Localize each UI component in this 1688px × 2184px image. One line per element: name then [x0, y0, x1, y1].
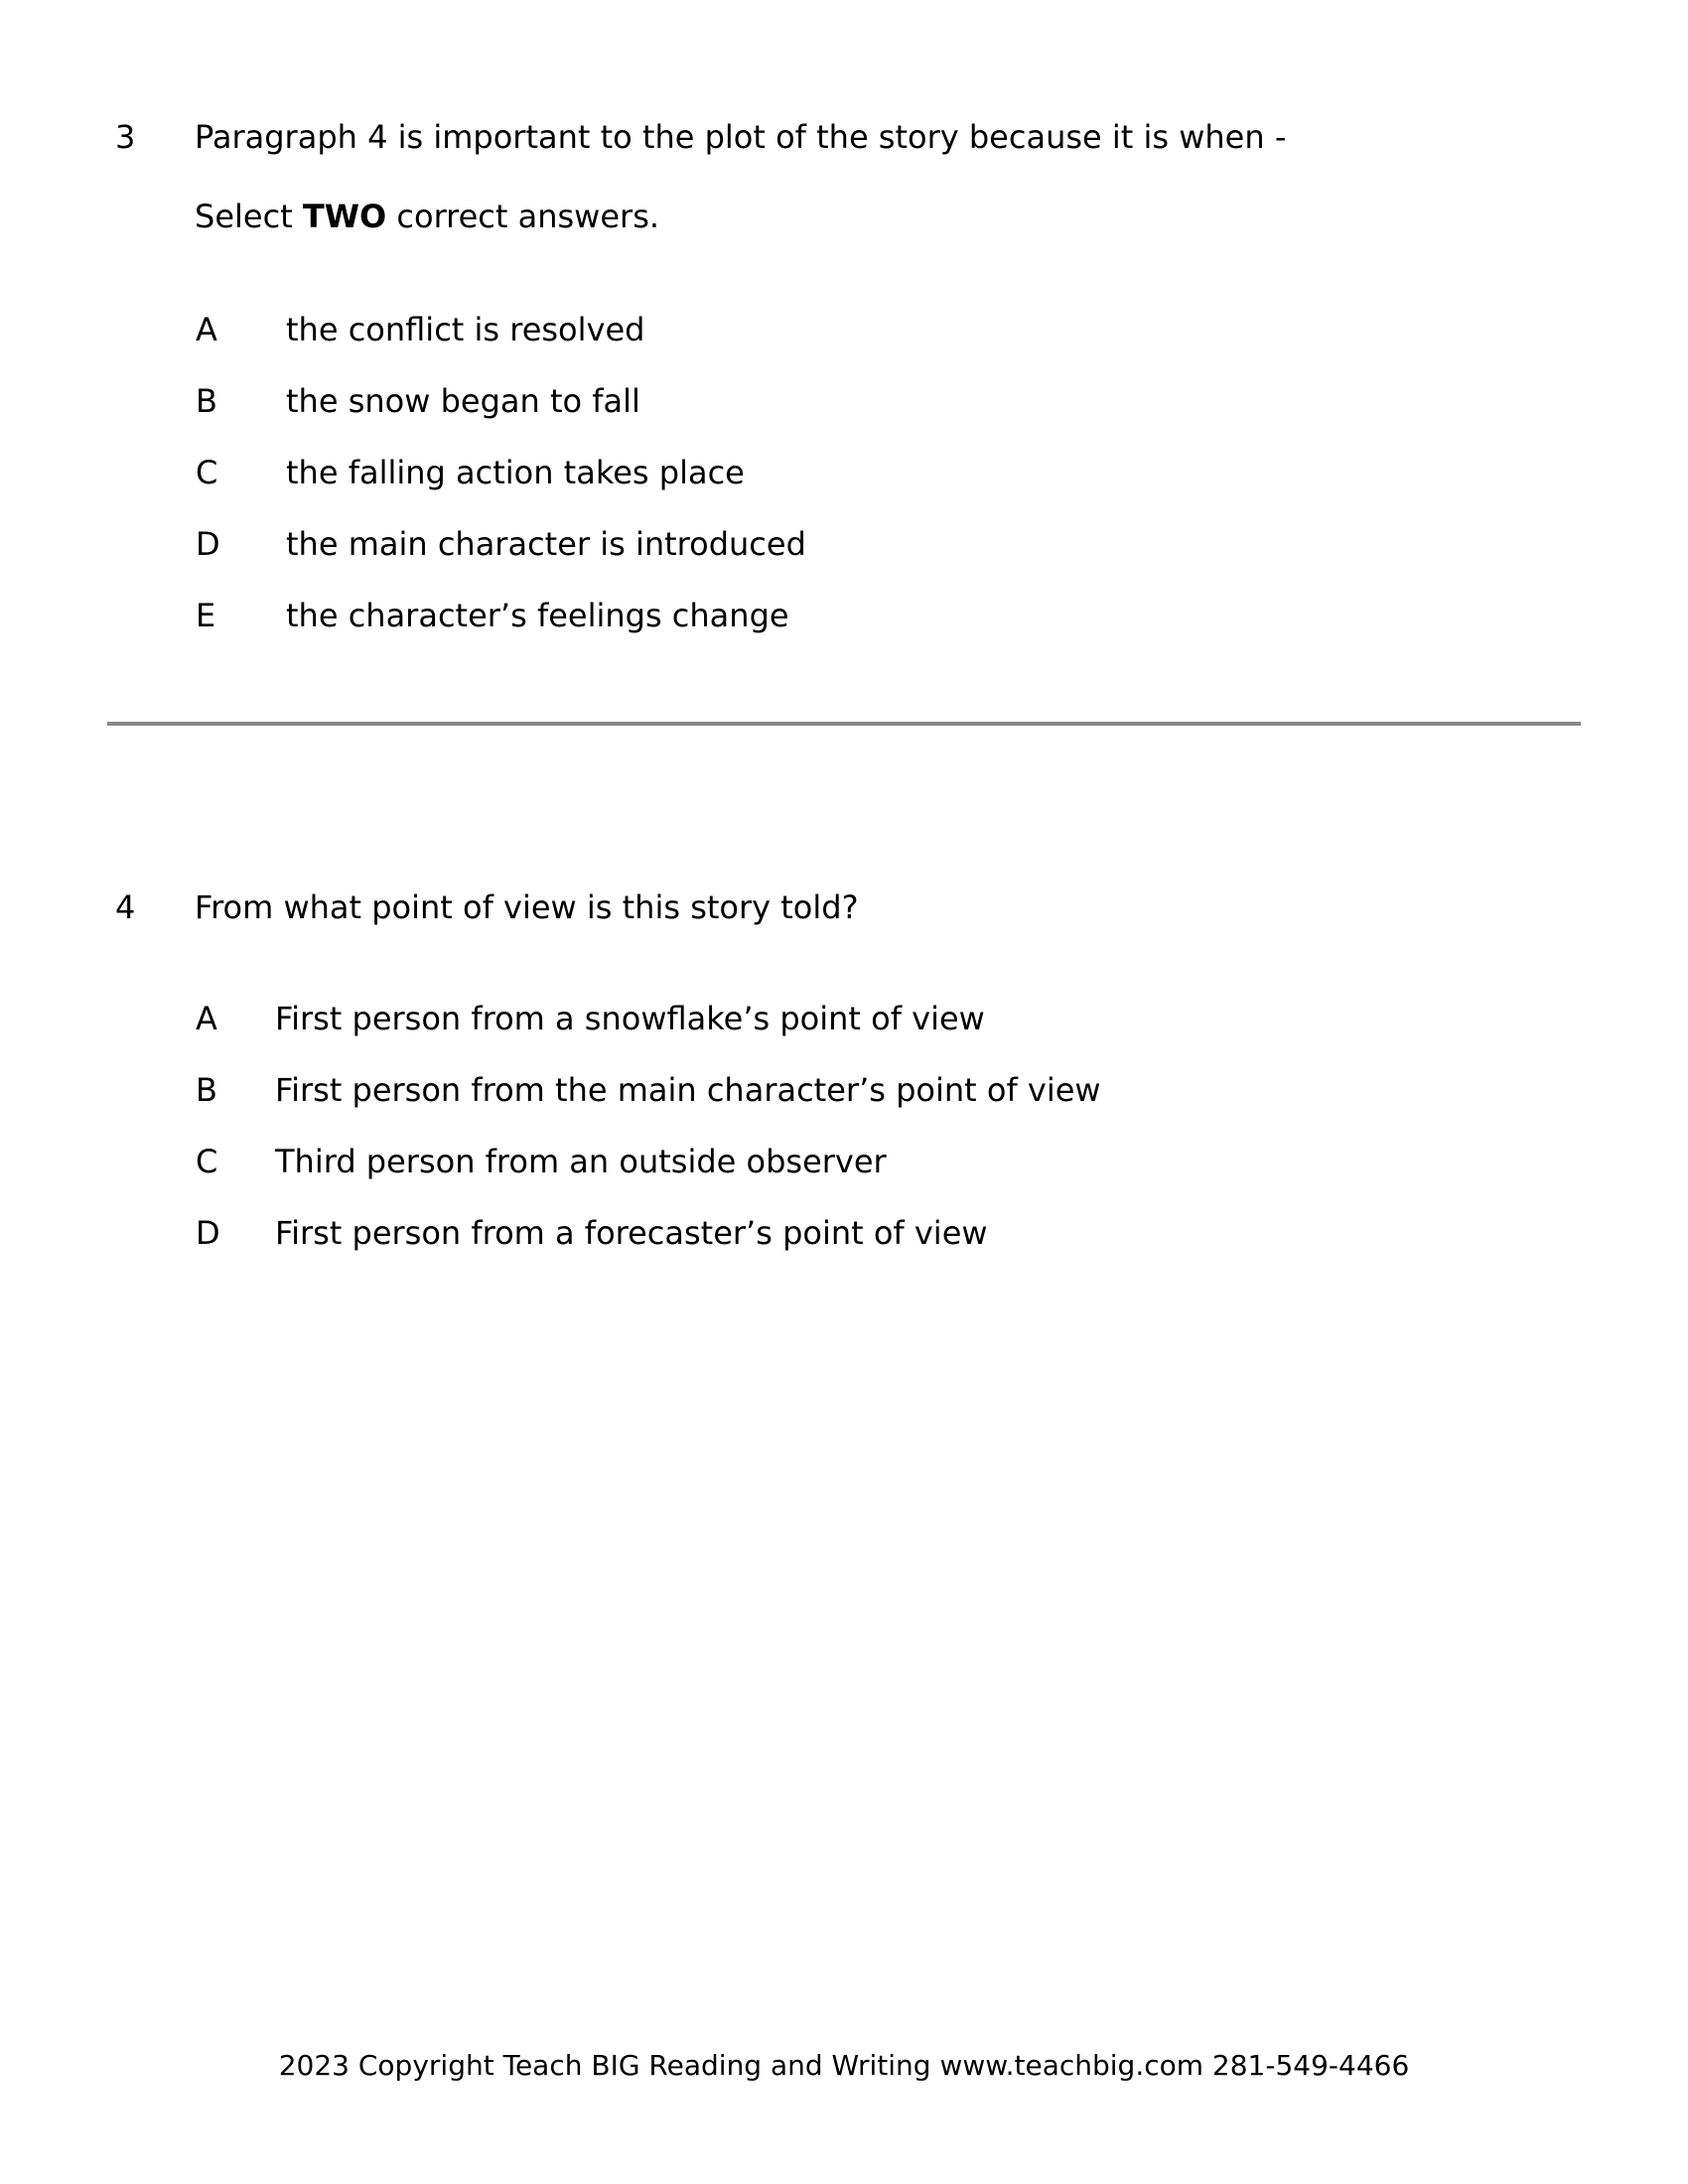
- option-letter: E: [196, 597, 216, 634]
- option-text: the main character is introduced: [286, 525, 806, 563]
- question-instruction: [195, 197, 659, 236]
- section-divider: [107, 722, 1581, 726]
- option-letter: B: [196, 382, 217, 420]
- question-number: 3: [115, 118, 136, 156]
- option-text: Third person from an outside observer: [275, 1143, 887, 1180]
- instruction-emphasis: TWO: [302, 198, 387, 235]
- option-text: the conflict is resolved: [286, 311, 645, 348]
- instruction-prefix: Select: [195, 198, 303, 235]
- option-letter: C: [196, 1143, 218, 1180]
- option-letter: C: [196, 454, 218, 491]
- option-letter: B: [196, 1071, 217, 1109]
- option-text: the snow began to fall: [286, 382, 640, 420]
- option-text: First person from a snowflake’s point of view: [275, 1000, 985, 1037]
- option-letter: D: [196, 525, 220, 563]
- instruction-suffix: correct answers.: [386, 198, 660, 235]
- option-letter: D: [196, 1214, 220, 1252]
- option-letter: A: [196, 311, 217, 348]
- option-text: the character’s feelings change: [286, 597, 789, 634]
- copyright-footer: 2023 Copyright Teach BIG Reading and Writing www.teachbig.com 281-549-4466: [278, 2049, 1410, 2082]
- option-text: First person from the main character’s point of view: [275, 1071, 1101, 1109]
- option-text: First person from a forecaster’s point of view: [275, 1214, 988, 1252]
- question-prompt: From what point of view is this story told?: [195, 888, 859, 926]
- question-number: 4: [115, 888, 136, 926]
- question-prompt: Paragraph 4 is important to the plot of the story because it is when -: [195, 118, 1287, 156]
- option-letter: A: [196, 1000, 217, 1037]
- option-text: the falling action takes place: [286, 454, 745, 491]
